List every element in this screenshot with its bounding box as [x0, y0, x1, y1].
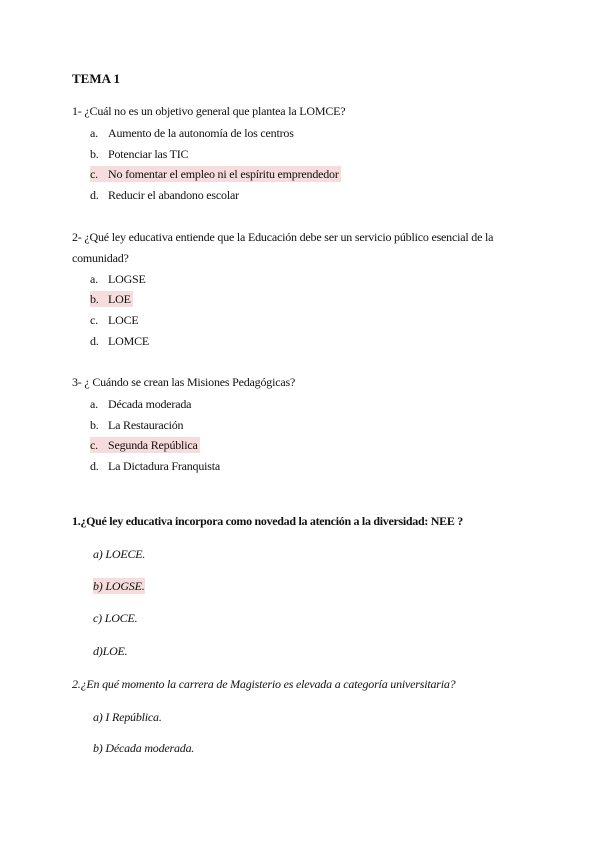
option-letter: c. [90, 167, 98, 181]
block2-question-2-text: 2.¿En qué momento la carrera de Magisterio es elevada a categoría universitaria? [72, 677, 456, 691]
question-3-option-c-highlighted [90, 437, 200, 453]
option-letter: b. [90, 147, 99, 161]
option-letter: d. [90, 459, 99, 473]
option-letter: d. [90, 188, 99, 202]
option-text: Reducir el abandono escolar [108, 188, 239, 202]
option-letter: a. [90, 272, 98, 286]
block2-question-1-option-a: a) LOECE. [93, 547, 146, 561]
block2-question-2-option-a: a) I República. [93, 710, 162, 724]
option-letter: d. [90, 334, 99, 348]
page-title: TEMA 1 [72, 71, 121, 86]
option-letter: a. [90, 397, 98, 411]
option-text: No fomentar el empleo ni el espíritu emprendedor [108, 167, 339, 181]
question-2-option-d [90, 333, 149, 349]
option-letter: b. [90, 292, 99, 306]
option-text: Década moderada [108, 397, 192, 411]
option-letter: a. [90, 126, 98, 140]
option-letter: c. [90, 438, 98, 452]
question-1-option-b [90, 146, 188, 162]
option-text: LOE [108, 292, 131, 306]
option-text: La Dictadura Franquista [108, 459, 221, 473]
option-text: Segunda República [108, 438, 198, 452]
question-3-option-d [90, 458, 220, 474]
option-letter: b. [90, 418, 99, 432]
option-text: LOMCE [108, 334, 150, 348]
option-text: LOCE [108, 313, 139, 327]
block2-question-1-option-d: d)LOE. [93, 644, 128, 658]
question-3-option-b [90, 417, 183, 433]
option-letter: c. [90, 313, 98, 327]
question-1-option-c-highlighted [90, 166, 341, 182]
option-text: Potenciar las TIC [108, 147, 189, 161]
block2-question-1-text: 1.¿Qué ley educativa incorpora como novedad la atención a la diversidad: NEE ? [72, 514, 463, 528]
block2-question-1-option-b-highlighted: b) LOGSE. [93, 579, 145, 593]
question-2-option-b-highlighted [90, 291, 133, 307]
question-2-option-a [90, 271, 146, 287]
question-3-text: 3- ¿ Cuándo se crean las Misiones Pedagógicas? [72, 375, 296, 389]
question-1-option-a [90, 125, 294, 141]
block2-question-1-option-c: c) LOCE. [93, 611, 138, 625]
option-text: Aumento de la autonomía de los centros [108, 126, 294, 140]
question-1-option-d [90, 187, 239, 203]
question-1-text: 1- ¿Cuál no es un objetivo general que plantea la LOMCE? [72, 104, 346, 118]
question-2-option-c [90, 312, 139, 328]
option-text: La Restauración [108, 418, 184, 432]
question-2-text: 2- ¿Qué ley educativa entiende que la Educación debe ser un servicio público esencial de la comunidad? [72, 230, 494, 265]
block2-question-2-option-b: b) Década moderada. [93, 741, 195, 755]
option-text: LOGSE [108, 272, 146, 286]
question-3-option-a [90, 396, 191, 412]
